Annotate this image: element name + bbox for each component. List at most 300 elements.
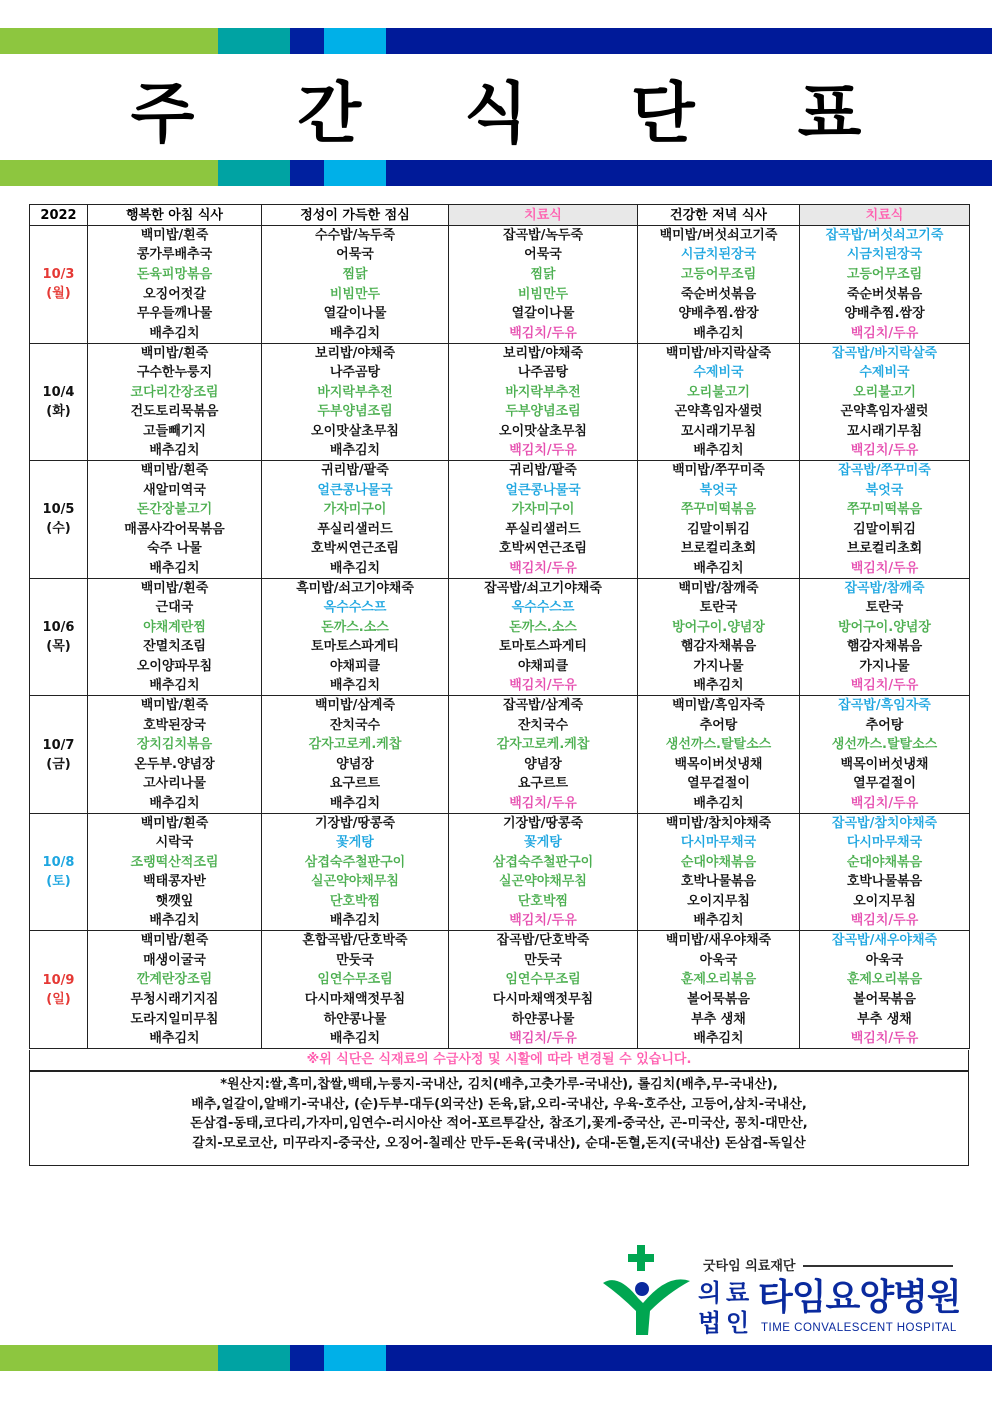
menu-item-cell: 실곤약야채무침 — [449, 872, 638, 892]
day-date-cell — [30, 343, 88, 461]
corp-char: 인 — [726, 1309, 750, 1337]
notice-text: ※위 식단은 식재료의 수급사정 및 시활에 따라 변경될 수 있습니다. — [29, 1050, 969, 1071]
menu-item-cell: 배추김치 — [88, 441, 262, 461]
menu-item-cell: 오이지무침 — [800, 892, 970, 912]
menu-item-cell: 배추김치 — [638, 794, 800, 814]
menu-item-cell: 기장밥/땅콩죽 — [262, 813, 449, 833]
menu-item-cell: 열갈이나물 — [449, 304, 638, 324]
menu-item-cell: 돈간장불고기 — [88, 500, 262, 520]
menu-item-cell: 배추김치 — [262, 794, 449, 814]
menu-item-cell: 돈까스.소스 — [449, 617, 638, 637]
menu-item-cell: 백김치/두유 — [449, 323, 638, 343]
day-date-cell — [30, 696, 88, 814]
menu-item-cell: 얼큰콩나물국 — [262, 480, 449, 500]
table-row — [30, 343, 970, 363]
menu-item-cell: 열무겉절이 — [800, 774, 970, 794]
menu-item-cell: 브로컬리초회 — [800, 539, 970, 559]
origin-line: *원산지:쌀,흑미,찹쌀,백태,누룽지-국내산, 김치(배추,고춧가루-국내산), 롤김치(배추,무-국내산), — [220, 1077, 778, 1092]
menu-item-cell: 가자미구이 — [262, 500, 449, 520]
menu-item-cell: 백목이버섯냉채 — [800, 755, 970, 775]
menu-item-cell: 배추김치 — [638, 323, 800, 343]
menu-item-cell: 오이양파무침 — [88, 657, 262, 677]
menu-item-cell: 나주곰탕 — [449, 363, 638, 383]
corporation-mark — [698, 1273, 754, 1337]
menu-item-cell: 추어탕 — [800, 715, 970, 735]
table-row — [30, 500, 970, 520]
menu-item-cell: 오이맛살초무침 — [262, 421, 449, 441]
menu-item-cell: 호박씨연근조림 — [449, 539, 638, 559]
menu-item-cell: 오이지무침 — [638, 892, 800, 912]
menu-item-cell: 백미밥/흰죽 — [88, 813, 262, 833]
menu-item-cell: 백미밥/흰죽 — [88, 931, 262, 951]
header-dinner-therapy: 치료식 — [800, 205, 970, 226]
menu-item-cell: 돈육피망볶음 — [88, 265, 262, 285]
header-dinner: 건강한 저녁 식사 — [638, 205, 800, 226]
menu-item-cell: 임연수무조림 — [262, 970, 449, 990]
table-row — [30, 441, 970, 461]
day-date-cell — [30, 813, 88, 931]
menu-item-cell: 부추 생채 — [638, 1009, 800, 1029]
menu-item-cell: 돈까스.소스 — [262, 617, 449, 637]
menu-item-cell: 호박나물볶음 — [638, 872, 800, 892]
menu-item-cell: 푸실리샐러드 — [449, 519, 638, 539]
menu-item-cell: 백김치/두유 — [449, 676, 638, 696]
menu-item-cell: 백미밥/쭈꾸미죽 — [638, 461, 800, 481]
menu-item-cell: 가지나물 — [800, 657, 970, 677]
menu-item-cell: 토마토스파게티 — [262, 637, 449, 657]
menu-item-cell: 시금치된장국 — [638, 245, 800, 265]
menu-item-cell: 다시마무채국 — [638, 833, 800, 853]
menu-item-cell: 백미밥/삼계죽 — [262, 696, 449, 716]
menu-item-cell: 잡곡밥/단호박죽 — [449, 931, 638, 951]
menu-item-cell: 가자미구이 — [449, 500, 638, 520]
menu-item-cell: 백김치/두유 — [449, 559, 638, 579]
origin-line: 갈치-모로코산, 미꾸라지-중국산, 오징어-칠레산 만두-돈육(국내산), 순대-돈혈,돈지(국내산) 돈삼겹-독일산 — [192, 1135, 806, 1151]
menu-item-cell: 근대국 — [88, 598, 262, 618]
menu-item-cell: 백김치/두유 — [800, 794, 970, 814]
header-lunch-therapy: 치료식 — [449, 205, 638, 226]
corp-char: 의 — [698, 1279, 722, 1307]
table-row — [30, 304, 970, 324]
menu-item-cell: 브로컬리초회 — [638, 539, 800, 559]
day-date: 10/7 — [42, 737, 75, 753]
menu-item-cell: 혼합곡밥/단호박죽 — [262, 931, 449, 951]
table-row — [30, 480, 970, 500]
table-row — [30, 578, 970, 598]
day-date: 10/8 — [42, 855, 75, 871]
menu-item-cell: 잔치국수 — [449, 715, 638, 735]
table-row — [30, 284, 970, 304]
menu-item-cell: 방어구이.양념장 — [638, 617, 800, 637]
table-row — [30, 245, 970, 265]
table-row — [30, 813, 970, 833]
menu-item-cell: 백목이버섯냉채 — [638, 755, 800, 775]
menu-item-cell: 오이맛살초무침 — [449, 421, 638, 441]
menu-item-cell: 백김치/두유 — [800, 911, 970, 931]
menu-item-cell: 배추김치 — [638, 1029, 800, 1049]
origin-line: 배추,얼갈이,알배기-국내산, (순)두부-대두(외국산) 돈육,닭,오리-국내산, 우육-호주산, 고등어,삼치-국내산, — [191, 1096, 807, 1112]
menu-item-cell: 야채계란찜 — [88, 617, 262, 637]
menu-item-cell: 호박된장국 — [88, 715, 262, 735]
table-row — [30, 226, 970, 246]
table-row — [30, 617, 970, 637]
menu-item-cell: 백김치/두유 — [800, 559, 970, 579]
day-date-cell — [30, 461, 88, 579]
menu-item-cell: 무우들깨나물 — [88, 304, 262, 324]
menu-item-cell: 꼬시래기무침 — [800, 421, 970, 441]
menu-item-cell: 백김치/두유 — [800, 676, 970, 696]
menu-item-cell: 매생이굴국 — [88, 950, 262, 970]
menu-item-cell: 다시마채액젓무침 — [449, 990, 638, 1010]
menu-item-cell: 무청시래기지짐 — [88, 990, 262, 1010]
menu-item-cell: 백미밥/버섯쇠고기죽 — [638, 226, 800, 246]
menu-item-cell: 찜닭 — [262, 265, 449, 285]
person-figure-icon — [598, 1263, 693, 1338]
origin-info — [29, 1071, 969, 1166]
menu-item-cell: 잡곡밥/흑임자죽 — [800, 696, 970, 716]
day-date: 10/3 — [42, 267, 75, 283]
menu-item-cell: 귀리밥/팥죽 — [262, 461, 449, 481]
menu-item-cell: 배추김치 — [638, 559, 800, 579]
menu-item-cell: 백김치/두유 — [800, 441, 970, 461]
table-row — [30, 323, 970, 343]
origin-line: 돈삼겹-동태,코다리,가자미,임연수-러시아산 적어-포르투갈산, 참조기,꽃게-중국산, 곤-미국산, 꽁치-대만산, — [190, 1116, 808, 1131]
menu-item-cell: 배추김치 — [638, 441, 800, 461]
menu-item-cell: 다시마무채국 — [800, 833, 970, 853]
menu-item-cell: 추어탕 — [638, 715, 800, 735]
menu-item-cell: 백미밥/참치야채죽 — [638, 813, 800, 833]
table-row — [30, 461, 970, 481]
menu-item-cell: 잡곡밥/새우야채죽 — [800, 931, 970, 951]
menu-item-cell: 깐계란장조림 — [88, 970, 262, 990]
day-date: 10/5 — [42, 502, 75, 518]
day-weekday: (월) — [46, 286, 71, 302]
menu-item-cell: 백김치/두유 — [800, 1029, 970, 1049]
table-row — [30, 755, 970, 775]
table-row — [30, 637, 970, 657]
top-color-stripe — [0, 28, 992, 54]
table-row — [30, 872, 970, 892]
menu-item-cell: 잔멸치조림 — [88, 637, 262, 657]
day-date-cell — [30, 931, 88, 1049]
menu-item-cell: 볼어묵볶음 — [638, 990, 800, 1010]
menu-item-cell: 열무겉절이 — [638, 774, 800, 794]
menu-item-cell: 배추김치 — [262, 441, 449, 461]
menu-item-cell: 백미밥/참깨죽 — [638, 578, 800, 598]
menu-item-cell: 김말이튀김 — [800, 519, 970, 539]
day-date: 10/6 — [42, 619, 75, 635]
menu-item-cell: 고들빼기지 — [88, 421, 262, 441]
header-breakfast: 행복한 아침 식사 — [88, 205, 262, 226]
day-weekday: (목) — [46, 638, 71, 654]
menu-item-cell: 비빔만두 — [449, 284, 638, 304]
menu-item-cell: 쭈꾸미떡볶음 — [800, 500, 970, 520]
menu-item-cell: 단호박찜 — [449, 892, 638, 912]
menu-item-cell: 꽃게탕 — [262, 833, 449, 853]
day-date-cell — [30, 578, 88, 696]
menu-item-cell: 잡곡밥/녹두죽 — [449, 226, 638, 246]
table-row — [30, 1009, 970, 1029]
menu-item-cell: 배추김치 — [88, 794, 262, 814]
menu-item-cell: 나주곰탕 — [262, 363, 449, 383]
table-header-row — [30, 205, 970, 226]
menu-item-cell: 배추김치 — [88, 911, 262, 931]
menu-item-cell: 감자고로케.케찹 — [449, 735, 638, 755]
menu-item-cell: 백김치/두유 — [449, 441, 638, 461]
menu-item-cell: 감자고로케.케찹 — [262, 735, 449, 755]
menu-item-cell: 북엇국 — [800, 480, 970, 500]
menu-item-cell: 배추김치 — [88, 676, 262, 696]
menu-item-cell: 생선까스.탈탈소스 — [638, 735, 800, 755]
menu-item-cell: 아욱국 — [800, 950, 970, 970]
menu-item-cell: 백미밥/흰죽 — [88, 578, 262, 598]
menu-item-cell: 구수한누룽지 — [88, 363, 262, 383]
table-row — [30, 519, 970, 539]
menu-item-cell: 양념장 — [449, 755, 638, 775]
menu-item-cell: 숙주 나물 — [88, 539, 262, 559]
header-color-stripe — [0, 160, 992, 186]
menu-item-cell: 부추 생채 — [800, 1009, 970, 1029]
menu-item-cell: 수제비국 — [638, 363, 800, 383]
header-lunch: 정성이 가득한 점심 — [262, 205, 449, 226]
table-row — [30, 970, 970, 990]
menu-item-cell: 요구르트 — [262, 774, 449, 794]
menu-item-cell: 옥수수스프 — [449, 598, 638, 618]
menu-item-cell: 얼큰콩나물국 — [449, 480, 638, 500]
menu-item-cell: 훈제오리볶음 — [638, 970, 800, 990]
day-date-cell — [30, 226, 88, 344]
day-weekday: (토) — [46, 874, 71, 890]
table-row — [30, 774, 970, 794]
menu-item-cell: 순대야채볶음 — [638, 853, 800, 873]
table-row — [30, 853, 970, 873]
menu-item-cell: 야채피클 — [262, 657, 449, 677]
menu-item-cell: 잡곡밥/바지락살죽 — [800, 343, 970, 363]
day-weekday: (화) — [46, 403, 71, 419]
menu-item-cell: 배추김치 — [88, 1029, 262, 1049]
menu-item-cell: 단호박찜 — [262, 892, 449, 912]
day-date: 10/4 — [42, 384, 75, 400]
corp-char: 법 — [698, 1309, 722, 1337]
menu-item-cell: 백김치/두유 — [449, 794, 638, 814]
table-row — [30, 735, 970, 755]
menu-item-cell: 백태콩자반 — [88, 872, 262, 892]
menu-item-cell: 실곤약야채무침 — [262, 872, 449, 892]
menu-item-cell: 바지락부추전 — [262, 382, 449, 402]
menu-item-cell: 햄감자채볶음 — [800, 637, 970, 657]
menu-item-cell: 흑미밥/쇠고기야채죽 — [262, 578, 449, 598]
menu-item-cell: 볼어묵볶음 — [800, 990, 970, 1010]
menu-item-cell: 백미밥/새우야채죽 — [638, 931, 800, 951]
menu-item-cell: 방어구이.양념장 — [800, 617, 970, 637]
table-row — [30, 911, 970, 931]
menu-item-cell: 백김치/두유 — [449, 911, 638, 931]
menu-item-cell: 백미밥/흰죽 — [88, 343, 262, 363]
hospital-english-name: TIME CONVALESCENT HOSPITAL — [761, 1322, 957, 1334]
table-row — [30, 794, 970, 814]
table-row — [30, 931, 970, 951]
menu-item-cell: 백김치/두유 — [800, 323, 970, 343]
table-row — [30, 833, 970, 853]
weekly-menu-table — [29, 204, 970, 1049]
menu-item-cell: 시락국 — [88, 833, 262, 853]
table-row — [30, 892, 970, 912]
menu-item-cell: 꼬시래기무침 — [638, 421, 800, 441]
menu-item-cell: 코다리간장조림 — [88, 382, 262, 402]
menu-item-cell: 토란국 — [800, 598, 970, 618]
menu-item-cell: 백미밥/흑임자죽 — [638, 696, 800, 716]
menu-item-cell: 고등어무조림 — [638, 265, 800, 285]
hospital-logo — [598, 1245, 968, 1340]
menu-item-cell: 호박나물볶음 — [800, 872, 970, 892]
menu-item-cell: 수수밥/녹두죽 — [262, 226, 449, 246]
menu-item-cell: 양배추찜.쌈장 — [800, 304, 970, 324]
menu-item-cell: 양배추찜.쌈장 — [638, 304, 800, 324]
menu-item-cell: 잡곡밥/쇠고기야채죽 — [449, 578, 638, 598]
table-row — [30, 1029, 970, 1049]
menu-item-cell: 어묵국 — [449, 245, 638, 265]
menu-item-cell: 햄감자채볶음 — [638, 637, 800, 657]
menu-item-cell: 잡곡밥/참깨죽 — [800, 578, 970, 598]
table-row — [30, 676, 970, 696]
table-row — [30, 559, 970, 579]
menu-item-cell: 잔치국수 — [262, 715, 449, 735]
menu-item-cell: 배추김치 — [638, 911, 800, 931]
menu-item-cell: 만둣국 — [262, 950, 449, 970]
menu-item-cell: 생선까스.탈탈소스 — [800, 735, 970, 755]
page-title: 주 간 식 단 표 — [130, 75, 902, 152]
day-weekday: (수) — [46, 521, 71, 537]
day-weekday: (일) — [46, 991, 71, 1007]
menu-item-cell: 호박씨연근조림 — [262, 539, 449, 559]
menu-item-cell: 기장밥/땅콩죽 — [449, 813, 638, 833]
menu-item-cell: 어묵국 — [262, 245, 449, 265]
menu-item-cell: 꽃게탕 — [449, 833, 638, 853]
logo-divider — [803, 1265, 953, 1267]
table-row — [30, 657, 970, 677]
menu-item-cell: 바지락부추전 — [449, 382, 638, 402]
table-row — [30, 715, 970, 735]
table-row — [30, 696, 970, 716]
menu-item-cell: 배추김치 — [262, 911, 449, 931]
menu-item-cell: 배추김치 — [262, 323, 449, 343]
menu-item-cell: 야채피클 — [449, 657, 638, 677]
menu-item-cell: 장치김치볶음 — [88, 735, 262, 755]
menu-item-cell: 옥수수스프 — [262, 598, 449, 618]
table-row — [30, 402, 970, 422]
menu-item-cell: 곤약흑임자샐럿 — [800, 402, 970, 422]
menu-item-cell: 잡곡밥/쭈꾸미죽 — [800, 461, 970, 481]
menu-item-cell: 김말이튀김 — [638, 519, 800, 539]
menu-item-cell: 죽순버섯볶음 — [800, 284, 970, 304]
menu-item-cell: 배추김치 — [262, 559, 449, 579]
menu-item-cell: 조랭떡산적조림 — [88, 853, 262, 873]
menu-item-cell: 백미밥/흰죽 — [88, 226, 262, 246]
menu-item-cell: 가지나물 — [638, 657, 800, 677]
menu-item-cell: 귀리밥/팥죽 — [449, 461, 638, 481]
menu-item-cell: 잡곡밥/삼계죽 — [449, 696, 638, 716]
menu-item-cell: 훈제오리볶음 — [800, 970, 970, 990]
day-date: 10/9 — [42, 972, 75, 988]
menu-item-cell: 도라지일미무침 — [88, 1009, 262, 1029]
menu-item-cell: 아욱국 — [638, 950, 800, 970]
menu-item-cell: 열갈이나물 — [262, 304, 449, 324]
day-weekday: (금) — [46, 756, 71, 772]
menu-item-cell: 삼겹숙주철판구이 — [449, 853, 638, 873]
table-row — [30, 382, 970, 402]
menu-item-cell: 두부양념조림 — [449, 402, 638, 422]
menu-item-cell: 매콤사각어묵볶음 — [88, 519, 262, 539]
hospital-name: 타임요양병원 — [758, 1277, 961, 1318]
menu-item-cell: 삼겹숙주철판구이 — [262, 853, 449, 873]
menu-item-cell: 오리불고기 — [800, 382, 970, 402]
menu-item-cell: 보리밥/야채죽 — [262, 343, 449, 363]
menu-item-cell: 백미밥/흰죽 — [88, 696, 262, 716]
menu-item-cell: 고사리나물 — [88, 774, 262, 794]
menu-body — [30, 226, 970, 1049]
menu-item-cell: 다시마채액젓무침 — [262, 990, 449, 1010]
menu-item-cell: 잡곡밥/버섯쇠고기죽 — [800, 226, 970, 246]
menu-item-cell: 두부양념조림 — [262, 402, 449, 422]
table-row — [30, 539, 970, 559]
table-row — [30, 265, 970, 285]
menu-item-cell: 찜닭 — [449, 265, 638, 285]
table-row — [30, 950, 970, 970]
menu-item-cell: 하얀콩나물 — [262, 1009, 449, 1029]
table-row — [30, 598, 970, 618]
menu-item-cell: 비빔만두 — [262, 284, 449, 304]
menu-item-cell: 콩가루배추국 — [88, 245, 262, 265]
foundation-name: 굿타임 의료재단 — [703, 1259, 796, 1274]
menu-item-cell: 보리밥/야채죽 — [449, 343, 638, 363]
menu-item-cell: 백미밥/흰죽 — [88, 461, 262, 481]
menu-item-cell: 순대야채볶음 — [800, 853, 970, 873]
bottom-color-stripe — [0, 1345, 992, 1371]
menu-item-cell: 새알미역국 — [88, 480, 262, 500]
menu-item-cell: 온두부.양념장 — [88, 755, 262, 775]
menu-item-cell: 수제비국 — [800, 363, 970, 383]
header-year: 2022 — [30, 205, 88, 226]
menu-item-cell: 토마토스파게티 — [449, 637, 638, 657]
menu-item-cell: 잡곡밥/참치야채죽 — [800, 813, 970, 833]
menu-item-cell: 배추김치 — [88, 323, 262, 343]
menu-item-cell: 쭈꾸미떡볶음 — [638, 500, 800, 520]
menu-item-cell: 요구르트 — [449, 774, 638, 794]
menu-item-cell: 배추김치 — [262, 676, 449, 696]
menu-item-cell: 죽순버섯볶음 — [638, 284, 800, 304]
menu-item-cell: 북엇국 — [638, 480, 800, 500]
menu-item-cell: 토란국 — [638, 598, 800, 618]
table-row — [30, 421, 970, 441]
menu-item-cell: 고등어무조림 — [800, 265, 970, 285]
menu-item-cell: 햇깻잎 — [88, 892, 262, 912]
menu-item-cell: 배추김치 — [262, 1029, 449, 1049]
menu-item-cell: 백미밥/바지락살죽 — [638, 343, 800, 363]
menu-item-cell: 오리불고기 — [638, 382, 800, 402]
menu-item-cell: 양념장 — [262, 755, 449, 775]
table-row — [30, 363, 970, 383]
menu-item-cell: 건도토리묵볶음 — [88, 402, 262, 422]
menu-item-cell: 만둣국 — [449, 950, 638, 970]
menu-item-cell: 푸실리샐러드 — [262, 519, 449, 539]
menu-item-cell: 배추김치 — [88, 559, 262, 579]
menu-item-cell: 오징어젓갈 — [88, 284, 262, 304]
menu-item-cell: 곤약흑임자샐럿 — [638, 402, 800, 422]
menu-item-cell: 임연수무조림 — [449, 970, 638, 990]
menu-item-cell: 배추김치 — [638, 676, 800, 696]
corp-char: 료 — [726, 1279, 750, 1307]
menu-item-cell: 백김치/두유 — [449, 1029, 638, 1049]
